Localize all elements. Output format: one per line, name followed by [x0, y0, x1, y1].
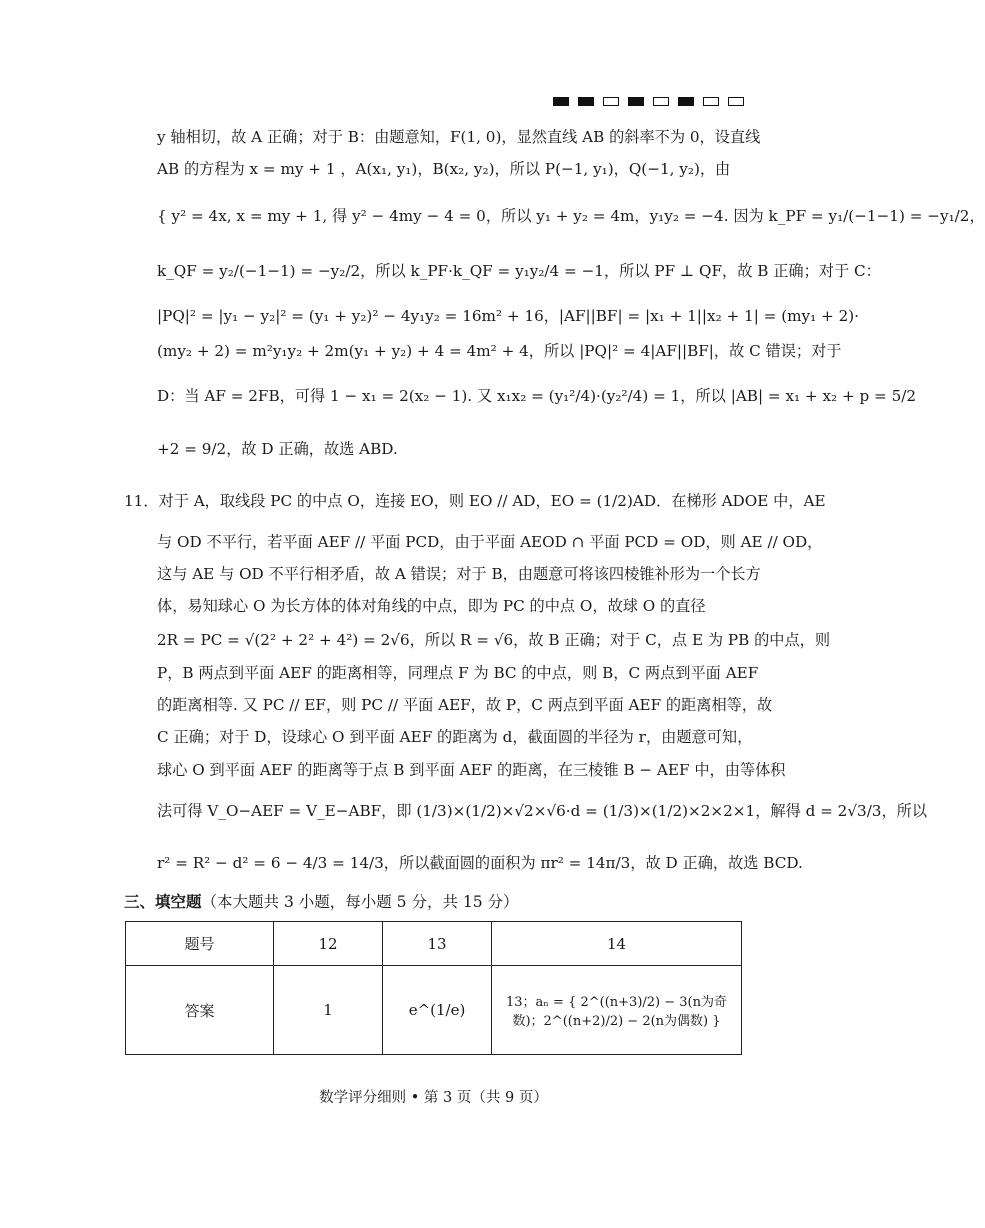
section-heading [124, 890, 519, 912]
answer-table-header-row [126, 922, 742, 966]
answer-q13: e^(1/e) [383, 966, 492, 1055]
header-q12: 12 [274, 922, 383, 966]
progress-mark-5 [653, 97, 669, 106]
progress-mark-2 [578, 97, 594, 106]
progress-mark-6 [678, 97, 694, 106]
text-line-11: 这与 AE 与 OD 不平行相矛盾，故 A 错误；对于 B，由题意可将该四棱锥补形为一个长方 [157, 565, 761, 583]
text-line-6: (my₂ + 2) = m²y₁y₂ + 2m(y₁ + y₂) + 4 = 4m² + 4，所以 |PQ|² = 4|AF||BF|，故 C 错误；对于 [157, 342, 842, 360]
text-line-2: AB 的方程为 x = my + 1 ，A(x₁, y₁)，B(x₂, y₂)，所以 P(−1, y₁)，Q(−1, y₂)，由 [157, 160, 731, 178]
section-title: 三、填空题 [124, 892, 202, 911]
header-q13: 13 [383, 922, 492, 966]
text-line-18: 法可得 V_O−AEF = V_E−ABF，即 (1/3)×(1/2)×√2×√6·d = (1/3)×(1/2)×2×2×1，解得 d = 2√3/3，所以 [157, 802, 928, 820]
page-progress-marks [553, 97, 744, 106]
header-question-number: 题号 [126, 922, 274, 966]
page-footer: 数学评分细则 • 第 3 页（共 9 页） [319, 1090, 548, 1106]
text-line-4: k_QF = y₂/(−1−1) = −y₂/2，所以 k_PF·k_QF = y₁y₂/4 = −1，所以 PF ⊥ QF，故 B 正确；对于 C： [157, 262, 881, 280]
progress-mark-8 [728, 97, 744, 106]
text-line-8: +2 = 9/2，故 D 正确，故选 ABD. [157, 440, 398, 458]
progress-mark-4 [628, 97, 644, 106]
text-line-16: C 正确；对于 D，设球心 O 到平面 AEF 的距离为 d，截面圆的半径为 r，由题意可知， [157, 728, 753, 746]
text-line-12: 体，易知球心 O 为长方体的体对角线的中点，即为 PC 的中点 O，故球 O 的直径 [157, 597, 706, 615]
text-line-13: 2R = PC = √(2² + 2² + 4²) = 2√6，所以 R = √6，故 B 正确；对于 C，点 E 为 PB 的中点，则 [157, 631, 831, 649]
text-line-17: 球心 O 到平面 AEF 的距离等于点 B 到平面 AEF 的距离，在三棱锥 B − AEF 中，由等体积 [157, 761, 786, 779]
answer-row-label: 答案 [126, 966, 274, 1055]
text-line-15: 的距离相等. 又 PC // EF，则 PC // 平面 AEF，故 P，C 两点到平面 AEF 的距离相等，故 [157, 696, 773, 714]
text-line-7: D：当 AF = 2FB，可得 1 − x₁ = 2(x₂ − 1). 又 x₁x₂ = (y₁²/4)·(y₂²/4) = 1，所以 |AB| = x₁ + x₂ + p = 5/2 [157, 387, 917, 405]
answer-q12: 1 [274, 966, 383, 1055]
answer-table [125, 921, 742, 1055]
text-line-5: |PQ|² = |y₁ − y₂|² = (y₁ + y₂)² − 4y₁y₂ = 16m² + 16，|AF||BF| = |x₁ + 1||x₂ + 1| = (my₁ + 2)· [157, 307, 860, 325]
section-note: （本大题共 3 小题，每小题 5 分，共 15 分） [201, 893, 519, 911]
progress-mark-3 [603, 97, 619, 106]
text-line-14: P，B 两点到平面 AEF 的距离相等，同理点 F 为 BC 的中点，则 B，C 两点到平面 AEF [157, 664, 759, 682]
header-q14: 14 [492, 922, 742, 966]
text-line-19: r² = R² − d² = 6 − 4/3 = 14/3，所以截面圆的面积为 πr² = 14π/3，故 D 正确，故选 BCD. [157, 854, 803, 872]
progress-mark-7 [703, 97, 719, 106]
answer-q14: 13；aₙ = { 2^((n+3)/2) − 3(n为奇数)；2^((n+2)/2) − 2(n为偶数) } [492, 966, 742, 1055]
text-line-1: y 轴相切，故 A 正确；对于 B：由题意知，F(1, 0)，显然直线 AB 的斜率不为 0，设直线 [157, 128, 761, 146]
text-line-10: 与 OD 不平行，若平面 AEF // 平面 PCD，由于平面 AEOD ∩ 平面 PCD = OD，则 AE // OD， [157, 533, 823, 551]
progress-mark-1 [553, 97, 569, 106]
question-11-start: 11．对于 A，取线段 PC 的中点 O，连接 EO，则 EO // AD，EO = (1/2)AD．在梯形 ADOE 中，AE [124, 492, 826, 510]
text-line-3: { y² = 4x, x = my + 1, 得 y² − 4my − 4 = 0，所以 y₁ + y₂ = 4m，y₁y₂ = −4. 因为 k_PF = y₁/(−1−1) = −y₁/2， [157, 207, 985, 225]
answer-table-answer-row [126, 966, 742, 1055]
